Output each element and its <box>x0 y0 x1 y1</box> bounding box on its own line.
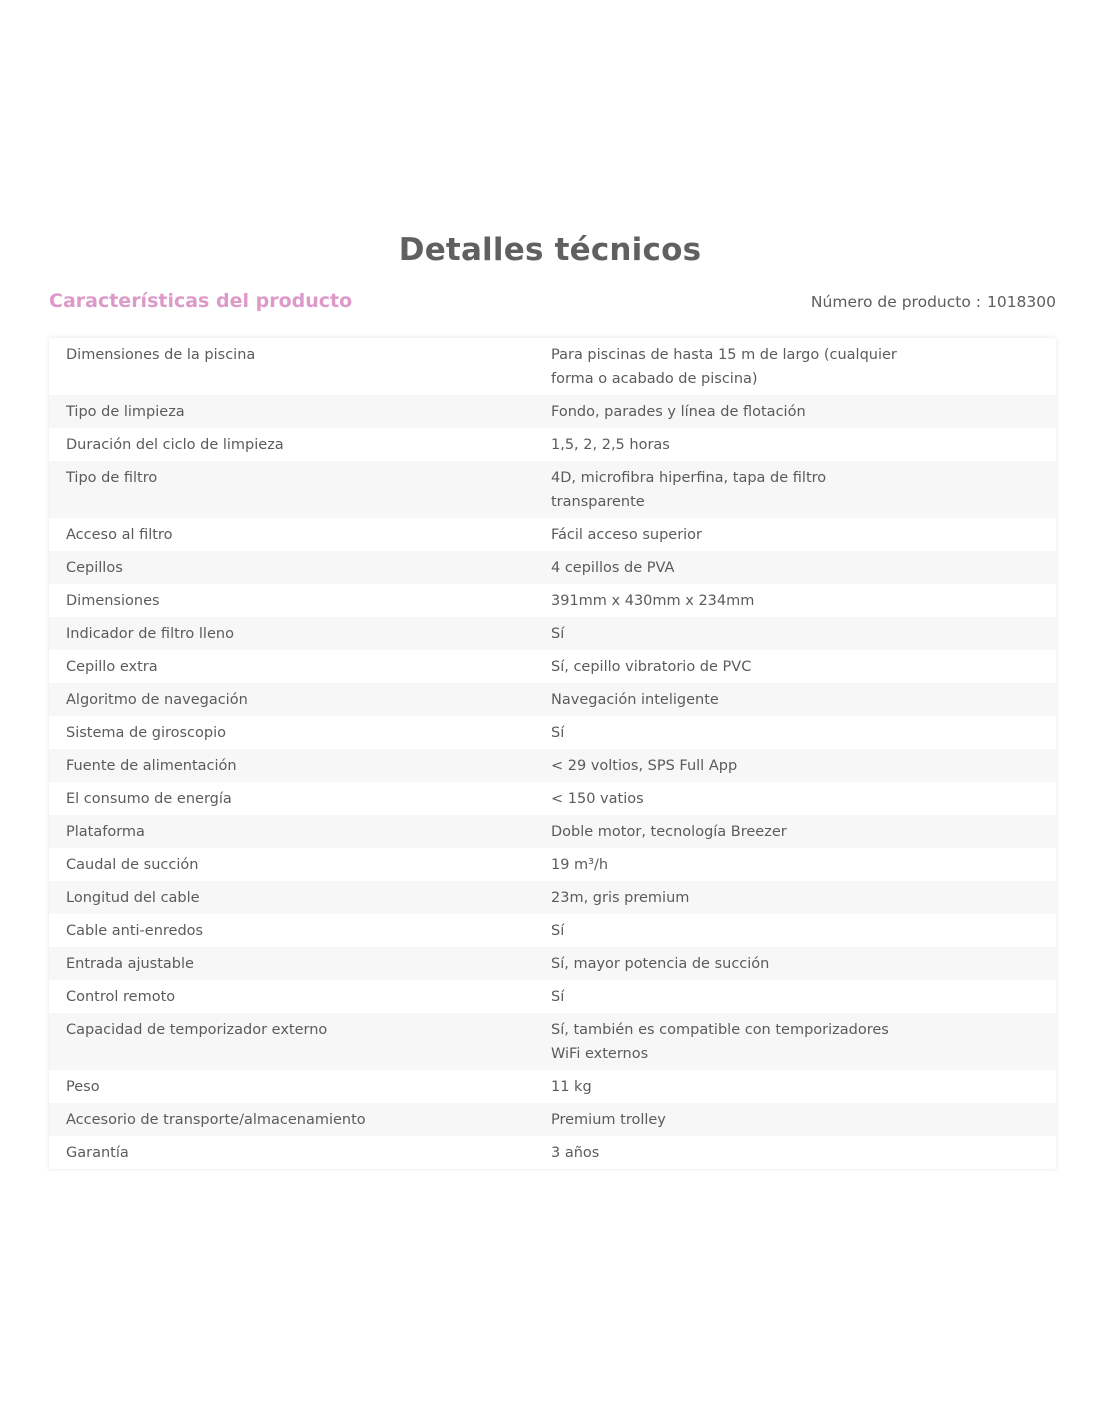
table-row <box>49 1103 1056 1136</box>
spec-label: Acceso al filtro <box>66 527 173 543</box>
spec-value-cell <box>551 683 1056 716</box>
spec-value-cell <box>551 428 1056 461</box>
spec-value-cell <box>551 1136 1056 1169</box>
spec-label: Cepillo extra <box>66 659 158 675</box>
spec-value-cell <box>551 848 1056 881</box>
spec-value-cell <box>551 716 1056 749</box>
spec-label: Sistema de giroscopio <box>66 725 226 741</box>
spec-value: 391mm x 430mm x 234mm <box>551 593 755 609</box>
spec-label: Caudal de succión <box>66 857 199 873</box>
spec-value-cell <box>551 584 1056 617</box>
table-row <box>49 947 1056 980</box>
spec-label: Dimensiones de la piscina <box>66 347 256 363</box>
spec-table-body <box>49 338 1056 1169</box>
spec-value-cell <box>551 815 1056 848</box>
table-row <box>49 1013 1056 1070</box>
spec-label: Fuente de alimentación <box>49 749 551 782</box>
spec-value: Navegación inteligente <box>551 692 719 708</box>
spec-label: Garantía <box>66 1145 129 1161</box>
spec-value-cell <box>551 782 1056 815</box>
spec-value-cell <box>551 395 1056 428</box>
spec-value-cell <box>551 617 1056 650</box>
spec-value: Sí, cepillo vibratorio de PVC <box>551 659 752 675</box>
spec-value: 11 kg <box>551 1079 592 1095</box>
table-row <box>49 395 1056 428</box>
spec-value-cell <box>551 461 1056 518</box>
spec-value: Doble motor, tecnología Breezer <box>551 824 787 840</box>
spec-value-cell <box>551 914 1056 947</box>
table-row <box>49 848 1056 881</box>
spec-label: Cepillos <box>49 551 551 584</box>
spec-value: 23m, gris premium <box>551 890 690 906</box>
spec-value-cell <box>551 1070 1056 1103</box>
section-title: Características del producto <box>49 290 353 312</box>
spec-value-cell <box>551 881 1056 914</box>
spec-label: Control remoto <box>66 989 176 1005</box>
page-title: Detalles técnicos <box>398 232 702 268</box>
table-row <box>49 782 1056 815</box>
table-row <box>49 1070 1056 1103</box>
spec-value: Sí <box>551 725 565 741</box>
table-row <box>49 617 1056 650</box>
spec-value-cell <box>551 650 1056 683</box>
spec-value: 3 años <box>551 1145 600 1161</box>
spec-label: Dimensiones <box>66 593 160 609</box>
spec-value: < 29 voltios, SPS Full App <box>551 758 738 774</box>
spec-value-cell <box>551 551 1056 584</box>
spec-value-cell <box>551 1013 1056 1070</box>
spec-label: Capacidad de temporizador externo <box>49 1013 551 1070</box>
table-row <box>49 914 1056 947</box>
spec-label: Peso <box>66 1079 100 1095</box>
table-row <box>49 650 1056 683</box>
spec-value-cell <box>551 749 1056 782</box>
spec-value: Sí <box>551 626 565 642</box>
spec-label: Accesorio de transporte/almacenamiento <box>49 1103 551 1136</box>
spec-value: 1,5, 2, 2,5 horas <box>551 437 670 453</box>
spec-label: Longitud del cable <box>49 881 551 914</box>
spec-value-cell <box>551 518 1056 551</box>
table-row <box>49 518 1056 551</box>
product-number-label: Número de producto : <box>810 293 981 311</box>
spec-label: Duración del ciclo de limpieza <box>66 437 284 453</box>
spec-value: Fondo, parades y línea de flotación <box>551 404 806 420</box>
spec-value: 4 cepillos de PVA <box>551 560 675 576</box>
product-number-value: 1018300 <box>986 293 1056 311</box>
spec-label: Plataforma <box>49 815 551 848</box>
spec-value: Para piscinas de hasta 15 m de largo (cualquier forma o acabado de piscina) <box>551 347 897 387</box>
spec-value-cell <box>551 947 1056 980</box>
section-header <box>49 290 1056 316</box>
spec-value: Sí <box>551 989 565 1005</box>
spec-value: Sí <box>551 923 565 939</box>
spec-label: Algoritmo de navegación <box>49 683 551 716</box>
spec-label: Entrada ajustable <box>49 947 551 980</box>
spec-value: 4D, microfibra hiperfina, tapa de filtro transparente <box>551 470 827 510</box>
spec-value-cell <box>551 980 1056 1013</box>
table-row <box>49 338 1056 395</box>
spec-label: Cable anti-enredos <box>66 923 204 939</box>
table-row <box>49 881 1056 914</box>
spec-value: Sí, también es compatible con temporizadores WiFi externos <box>551 1022 889 1062</box>
table-row <box>49 461 1056 518</box>
spec-value-cell <box>551 338 1056 395</box>
spec-table <box>49 338 1056 1169</box>
product-number <box>811 293 1056 311</box>
spec-value-cell <box>551 1103 1056 1136</box>
table-row <box>49 716 1056 749</box>
spec-label: Tipo de filtro <box>49 461 551 518</box>
spec-value: < 150 vatios <box>551 791 644 807</box>
spec-value: Premium trolley <box>551 1112 666 1128</box>
spec-value: 19 m³/h <box>551 857 609 873</box>
table-row <box>49 551 1056 584</box>
spec-label: El consumo de energía <box>66 791 232 807</box>
spec-value: Fácil acceso superior <box>551 527 703 543</box>
table-row <box>49 1136 1056 1169</box>
spec-value: Sí, mayor potencia de succión <box>551 956 770 972</box>
spec-label: Tipo de limpieza <box>49 395 551 428</box>
table-row <box>49 428 1056 461</box>
table-row <box>49 980 1056 1013</box>
table-row <box>49 815 1056 848</box>
table-row <box>49 749 1056 782</box>
table-row <box>49 584 1056 617</box>
spec-label: Indicador de filtro lleno <box>49 617 551 650</box>
table-row <box>49 683 1056 716</box>
